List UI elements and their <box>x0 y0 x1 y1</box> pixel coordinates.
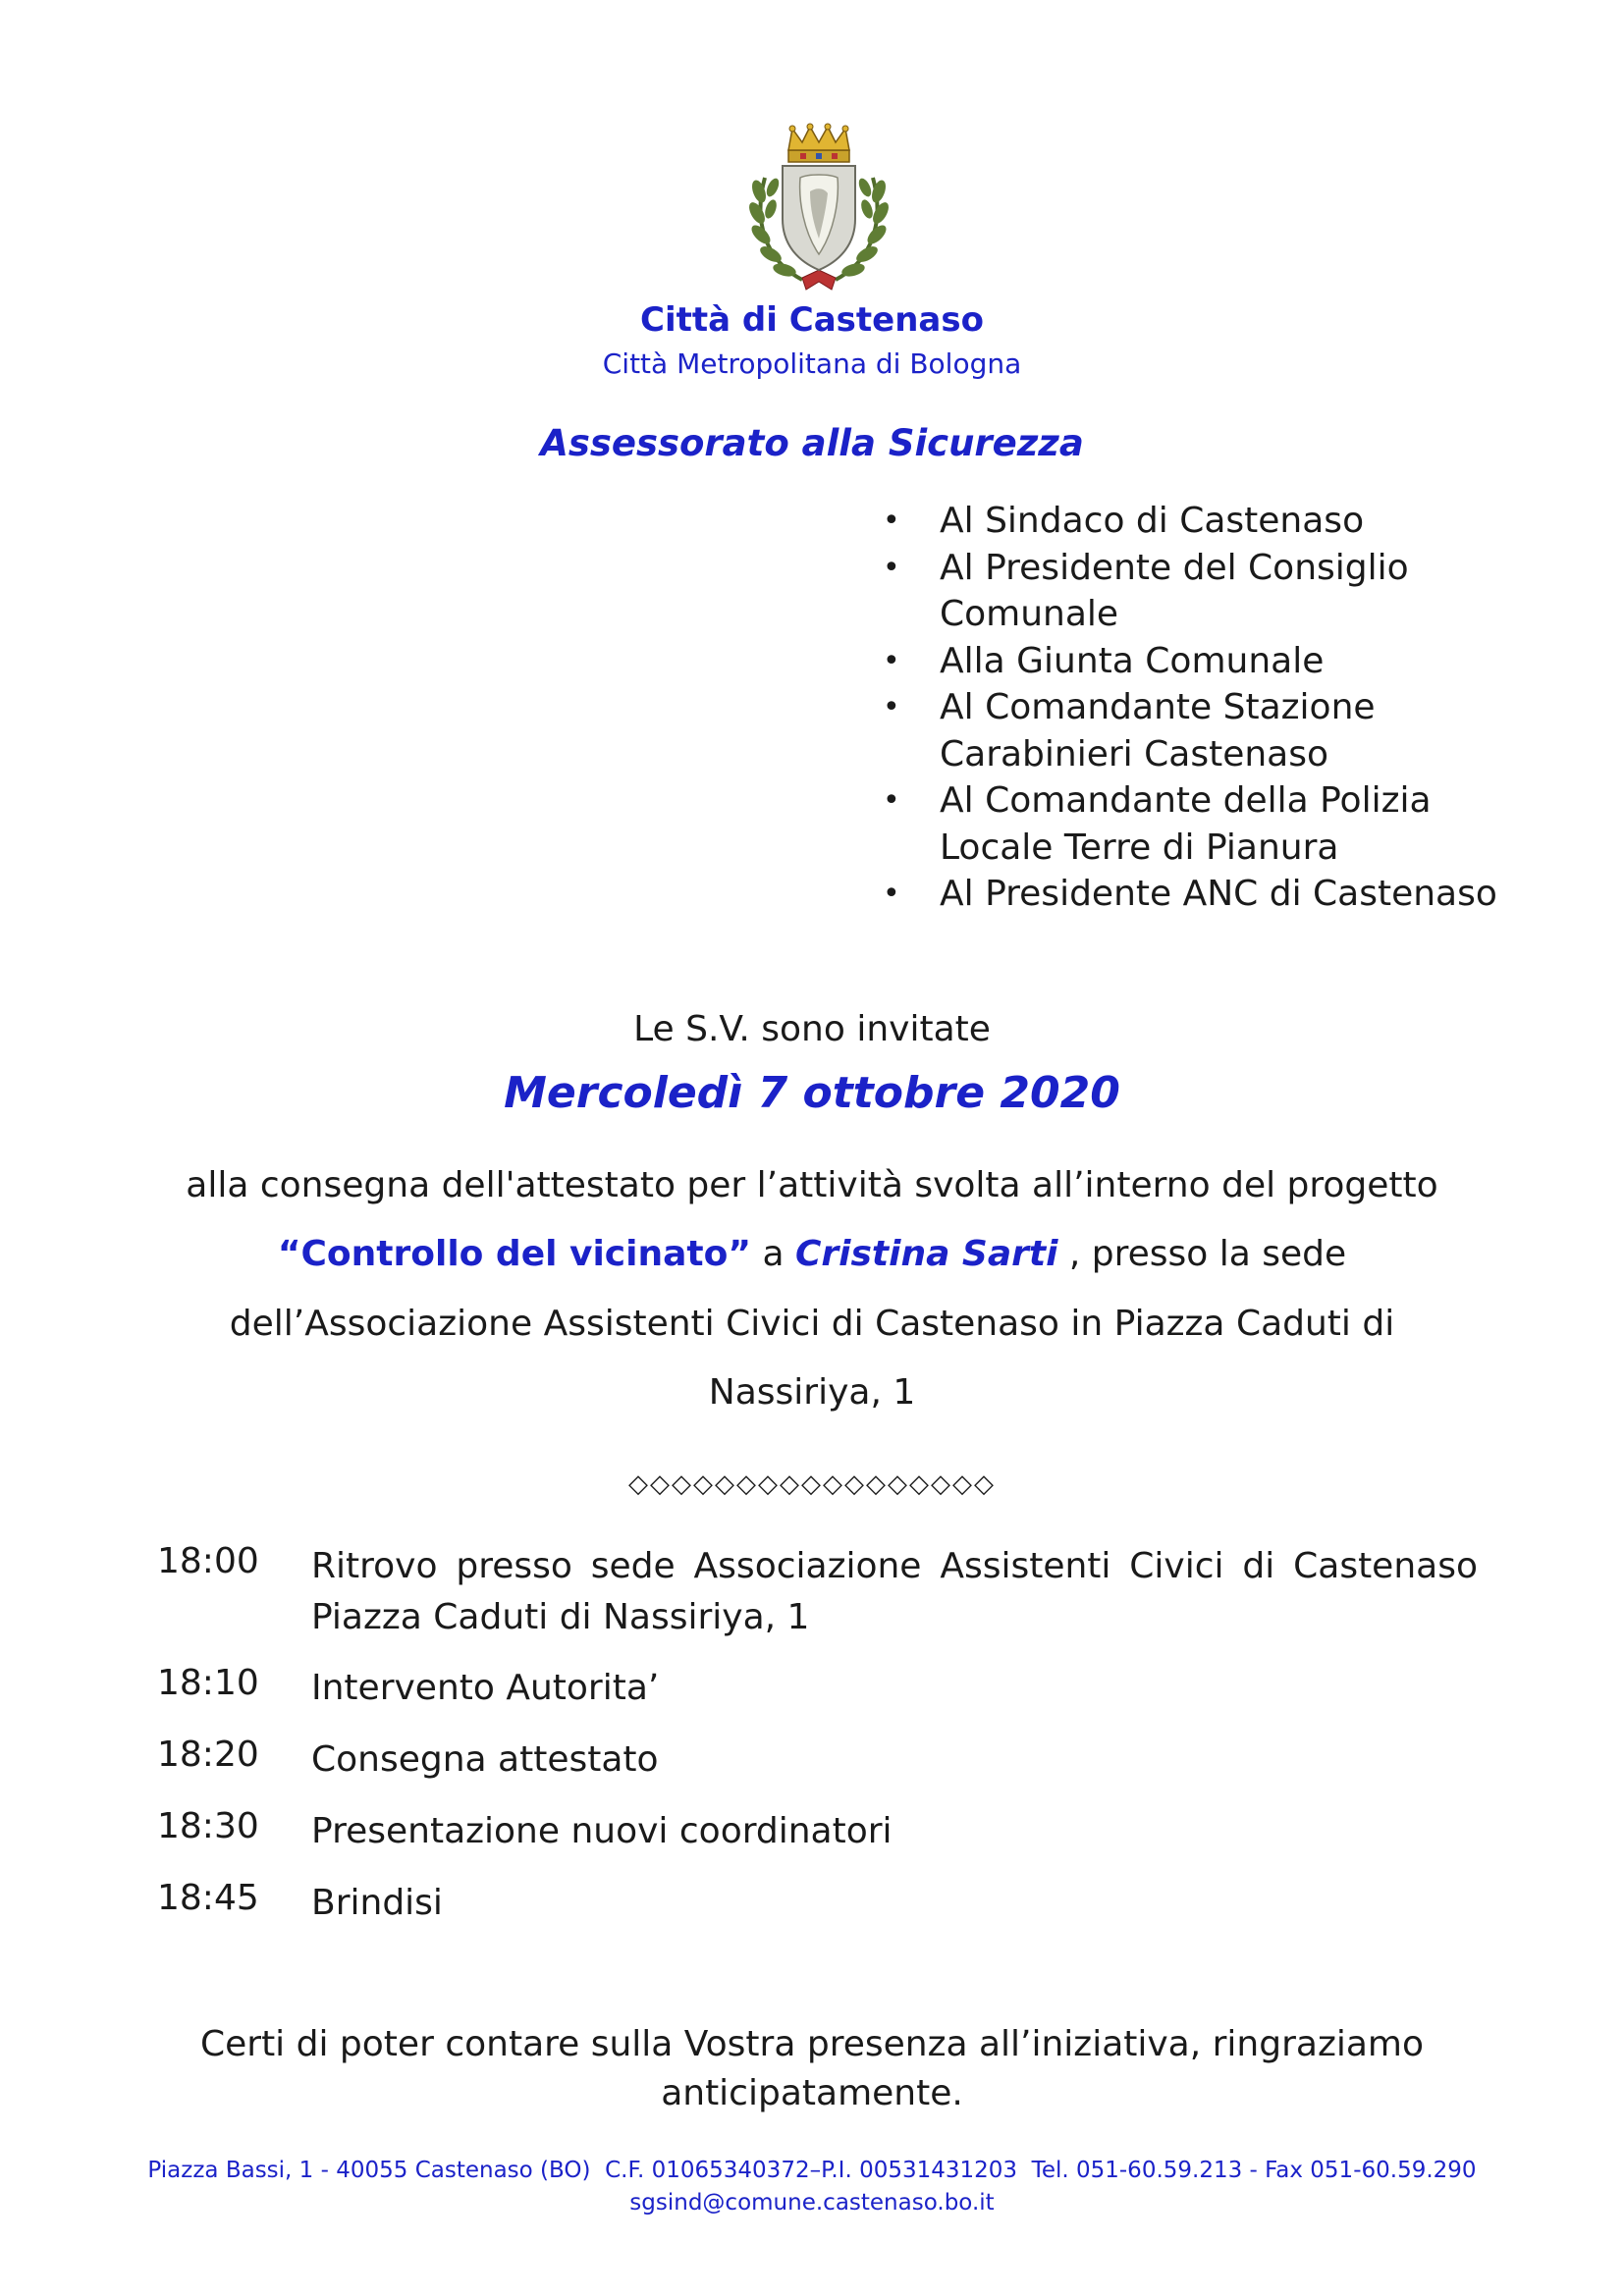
castenaso-coat-of-arms-icon <box>743 123 894 292</box>
invite-line-4: Nassiriya, 1 <box>708 1372 916 1413</box>
bullet-icon: • <box>883 783 900 818</box>
honoree-name: Cristina Sarti <box>794 1234 1058 1274</box>
schedule-time: 18:00 <box>157 1541 259 1581</box>
schedule-desc: Brindisi <box>311 1883 443 1923</box>
invite-line-3: dell’Associazione Assistenti Civici di Castenaso in Piazza Caduti di <box>229 1304 1395 1344</box>
footer <box>0 2155 1624 2219</box>
closing-line-2: anticipatamente. <box>661 2073 963 2113</box>
schedule-desc: Consegna attestato <box>311 1739 659 1780</box>
schedule-time: 18:30 <box>157 1806 259 1846</box>
bullet-icon: • <box>883 877 900 911</box>
recipient-text: Al Presidente ANC di Castenaso <box>940 874 1497 914</box>
event-date: Mercoledì 7 ottobre 2020 <box>504 1068 1120 1118</box>
recipient-item <box>877 684 1505 777</box>
footer-address: Piazza Bassi, 1 - 40055 Castenaso (BO) C.F. 01065340372–P.I. 00531431203 Tel. 051-60.59.213 - Fax 051-60.59.290 <box>147 2158 1477 2183</box>
department-title: Assessorato alla Sicurezza <box>540 422 1084 464</box>
project-name: “Controllo del vicinato” <box>277 1234 751 1274</box>
schedule-time: 18:10 <box>157 1663 259 1703</box>
bullet-icon: • <box>883 643 900 678</box>
metro-subtitle: Città Metropolitana di Bologna <box>602 347 1022 380</box>
recipients-list <box>877 498 1505 918</box>
separator-diamonds: ◇◇◇◇◇◇◇◇◇◇◇◇◇◇◇◇◇ <box>628 1469 996 1499</box>
schedule-time: 18:45 <box>157 1878 259 1918</box>
invite-line-1: alla consegna dell'attestato per l’attività svolta all’interno del progetto <box>186 1165 1438 1205</box>
invite-intro: Le S.V. sono invitate <box>633 1009 991 1049</box>
recipient-item <box>877 545 1505 638</box>
footer-email: sgsind@comune.castenaso.bo.it <box>629 2190 995 2216</box>
schedule-desc: Presentazione nuovi coordinatori <box>311 1811 893 1851</box>
bullet-icon: • <box>883 690 900 724</box>
recipient-text: Alla Giunta Comunale <box>940 640 1325 681</box>
bullet-icon: • <box>883 504 900 538</box>
recipient-text: Al Presidente del Consiglio Comunale <box>940 547 1409 634</box>
recipient-text: Al Sindaco di Castenaso <box>940 501 1365 541</box>
closing-line-1: Certi di poter contare sulla Vostra presenza all’iniziativa, ringraziamo <box>199 2024 1425 2064</box>
schedule-desc: Ritrovo presso sede Associazione Assistenti Civici di Castenaso Piazza Caduti di Nassiriya, 1 <box>311 1546 1478 1637</box>
closing-text <box>0 2020 1624 2118</box>
invite-line-2 <box>0 1234 1624 1274</box>
recipient-item <box>877 638 1505 685</box>
town-title: Città di Castenaso <box>640 300 984 340</box>
schedule-desc: Intervento Autorita’ <box>311 1668 660 1708</box>
recipient-item <box>877 498 1505 545</box>
schedule-time: 18:20 <box>157 1735 259 1775</box>
bullet-icon: • <box>883 550 900 585</box>
recipient-text: Al Comandante Stazione Carabinieri Castenaso <box>940 687 1376 774</box>
line2-tail: , presso la sede <box>1057 1234 1347 1274</box>
recipient-item <box>877 777 1505 871</box>
recipient-item <box>877 871 1505 918</box>
connector-text: a <box>751 1234 795 1274</box>
recipient-text: Al Comandante della Polizia Locale Terre di Pianura <box>940 780 1432 868</box>
